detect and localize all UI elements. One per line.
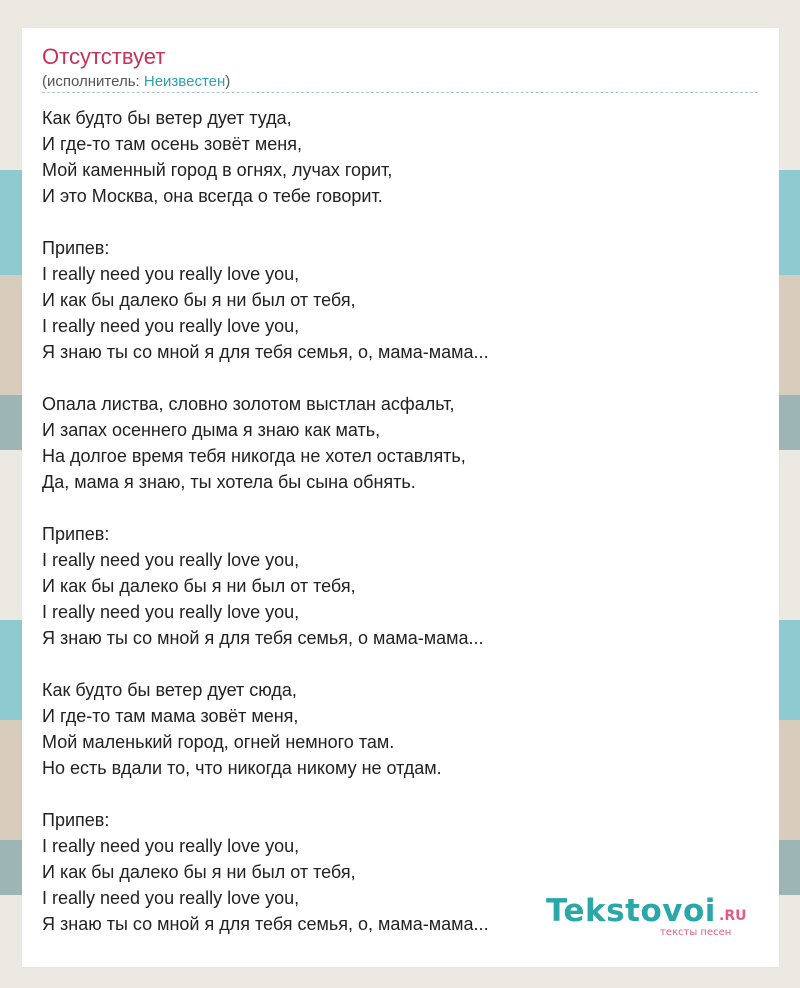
- lyric-line: Да, мама я знаю, ты хотела бы сына обнять.: [42, 472, 416, 492]
- lyrics-text: [42, 105, 752, 937]
- lyric-line: Припев:: [42, 238, 110, 258]
- lyric-line: Припев:: [42, 810, 110, 830]
- lyric-line: Припев:: [42, 524, 110, 544]
- stanza-gap: [42, 781, 752, 807]
- artist-prefix: (исполнитель:: [42, 73, 144, 90]
- lyric-line: Мой маленький город, огней немного там.: [42, 732, 395, 752]
- logo-subtitle: тексты песен: [660, 927, 732, 938]
- stanza-gap: [42, 209, 752, 235]
- lyric-line: Я знаю ты со мной я для тебя семья, о, мама-мама...: [42, 914, 489, 934]
- lyric-line: Как будто бы ветер дует туда,: [42, 108, 292, 128]
- logo-wordmark: Tekstovoi: [546, 893, 716, 929]
- lyric-line: На долгое время тебя никогда не хотел оставлять,: [42, 446, 466, 466]
- lyric-line: I really need you really love you,: [42, 836, 300, 856]
- lyric-line: И где-то там мама зовёт меня,: [42, 706, 299, 726]
- artist-line: [42, 72, 230, 92]
- lyric-line: Но есть вдали то, что никогда никому не отдам.: [42, 758, 442, 778]
- lyric-line: I really need you really love you,: [42, 264, 300, 284]
- lyric-line: И как бы далеко бы я ни был от тебя,: [42, 862, 356, 882]
- song-title: Отсутствует: [42, 44, 166, 69]
- lyric-line: I really need you really love you,: [42, 550, 300, 570]
- lyric-line: Я знаю ты со мной я для тебя семья, о, мама-мама...: [42, 342, 489, 362]
- logo-tld: .RU: [719, 908, 747, 924]
- dashed-divider: [42, 92, 758, 93]
- lyric-line: И как бы далеко бы я ни был от тебя,: [42, 290, 356, 310]
- lyric-line: И запах осеннего дыма я знаю как мать,: [42, 420, 381, 440]
- lyric-line: I really need you really love you,: [42, 602, 300, 622]
- lyrics-card: [22, 28, 779, 967]
- lyric-line: Я знаю ты со мной я для тебя семья, о мама-мама...: [42, 628, 484, 648]
- artist-suffix: ): [225, 73, 231, 90]
- lyric-line: I really need you really love you,: [42, 888, 300, 908]
- lyric-line: Как будто бы ветер дует сюда,: [42, 680, 297, 700]
- lyric-line: И где-то там осень зовёт меня,: [42, 134, 302, 154]
- lyric-line: I really need you really love you,: [42, 316, 300, 336]
- stanza-gap: [42, 495, 752, 521]
- lyric-line: И как бы далеко бы я ни был от тебя,: [42, 576, 356, 596]
- lyric-line: И это Москва, она всегда о тебе говорит.: [42, 186, 383, 206]
- artist-link[interactable]: Неизвестен: [143, 73, 226, 90]
- stanza-gap: [42, 365, 752, 391]
- stanza-gap: [42, 651, 752, 677]
- lyric-line: Мой каменный город в огнях, лучах горит,: [42, 160, 393, 180]
- lyric-line: Опала листва, словно золотом выстлан асфальт,: [42, 394, 455, 414]
- tekstovoi-logo[interactable]: [546, 893, 756, 939]
